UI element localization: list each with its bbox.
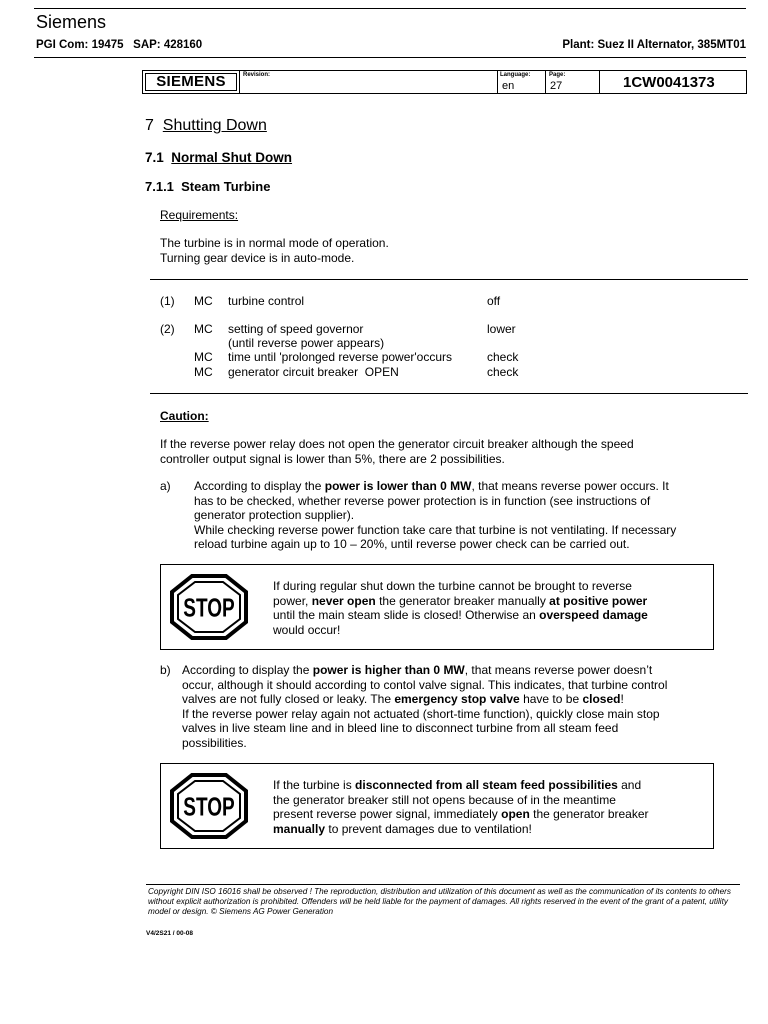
text-line: occur, although it should according to contol valve signal. This indicates, that turbine control	[182, 677, 668, 692]
text-line: has to be checked, whether reverse power protection is in function (see instructions of	[194, 493, 651, 508]
text-line: the generator breaker still not opens because of in the meantime	[273, 792, 616, 807]
step-action: (until reverse power appears)	[228, 336, 385, 350]
company-name: Siemens	[36, 12, 107, 32]
item-a-label: a)	[160, 479, 171, 493]
item-b-text	[182, 663, 747, 750]
bold-run: never open	[311, 593, 376, 608]
steps-top-rule	[150, 279, 748, 280]
step-value: check	[487, 350, 519, 364]
step-action: time until 'prolonged reverse power'occurs	[228, 350, 453, 364]
subsection-heading	[145, 150, 292, 165]
top-rule	[34, 8, 746, 9]
bold-run: overspeed damage	[539, 608, 648, 622]
stop-sign-icon	[166, 572, 252, 642]
caution-intro-line: controller output signal is lower than 5%, there are 2 possibilities.	[160, 451, 505, 466]
text-run: until the main steam slide is closed! Otherwise an	[273, 608, 540, 622]
footer-rule	[146, 884, 740, 885]
item-b-label: b)	[160, 663, 171, 677]
text-run: to prevent damages due to ventilation!	[325, 821, 532, 836]
text-run: , that means reverse power doesn’t	[464, 663, 653, 677]
text-run: and	[617, 778, 642, 792]
step-tag: MC	[194, 294, 213, 308]
siemens-logo: SIEMENS	[145, 73, 237, 91]
bold-run: at positive power	[549, 593, 648, 608]
text-run: have to be	[519, 692, 583, 706]
text-line: reload turbine again up to 10 – 20%, until reverse power check can be carried out.	[194, 537, 630, 551]
text-line: valves in live steam line and in bleed line to disconnect turbine from all steam feed	[182, 721, 619, 735]
step-number: (2)	[160, 322, 175, 336]
header-rule	[34, 57, 746, 58]
stop-sign-text: STOP	[183, 792, 235, 822]
plant-line: Plant: Suez II Alternator, 385MT01	[562, 39, 746, 51]
step-action: generator circuit breaker OPEN	[228, 365, 399, 379]
text-run: !	[620, 692, 624, 706]
language-cell	[498, 71, 546, 93]
caution-intro	[160, 437, 740, 466]
bold-run: power is lower than 0 MW	[324, 479, 472, 493]
text-line: would occur!	[273, 622, 341, 637]
bold-run: closed	[582, 692, 621, 706]
logo-cell	[143, 71, 240, 93]
step-tag: MC	[194, 350, 213, 364]
text-line: generator protection supplier).	[194, 508, 355, 522]
bold-run: open	[501, 807, 530, 821]
text-run: , that means reverse power occurs. It	[471, 479, 669, 493]
section-heading	[145, 117, 267, 135]
requirements-label: Requirements:	[160, 208, 239, 222]
warning-text-2	[273, 778, 703, 836]
page-value: 27	[550, 80, 563, 92]
warning-box-2	[160, 763, 714, 849]
page-label: Page:	[549, 72, 566, 78]
requirements-text	[160, 236, 389, 265]
step-action: turbine control	[228, 294, 305, 308]
text-line: possibilities.	[182, 735, 247, 750]
bold-run: power is higher than 0 MW	[312, 663, 465, 677]
step-value: check	[487, 365, 519, 379]
step-value: lower	[487, 322, 516, 336]
copyright-notice: Copyright DIN ISO 16016 shall be observed ! The reproduction, distribution and utilization of this document as well as the communication of its contents to others without explicit authorization is prohibited. Offenders will be held liable for the payment of damages. All rights reserved in the event of the grant of a patent, utility model or design. © Siemens AG Power Generation	[148, 887, 731, 916]
pgi-sap-line: PGI Com: 19475 SAP: 428160	[36, 39, 203, 51]
text-run: the generator breaker manually	[375, 593, 550, 608]
warning-text-1	[273, 579, 703, 637]
subsection-number: 7.1	[145, 150, 164, 165]
text-run: valves are not fully closed or leaky. The	[182, 692, 395, 706]
text-run: According to display the	[182, 663, 313, 677]
caution-intro-line: If the reverse power relay does not open the generator circuit breaker although the speed	[160, 437, 634, 451]
text-line: If during regular shut down the turbine cannot be brought to reverse	[273, 579, 632, 593]
bold-run: manually	[273, 821, 326, 836]
section-title: Shutting Down	[162, 117, 267, 134]
caution-label: Caution:	[160, 409, 209, 423]
step-value: off	[487, 294, 501, 308]
subsection-title: Normal Shut Down	[171, 150, 293, 165]
subsubsection-heading: 7.1.1 Steam Turbine	[145, 179, 271, 194]
text-line: If the reverse power relay again not actuated (short-time function), quickly close main stop	[182, 706, 660, 721]
text-run: the generator breaker	[529, 807, 649, 821]
text-run: power,	[273, 593, 312, 608]
stop-sign-icon	[166, 771, 252, 841]
version-code: V4/2S21 / 00-08	[146, 930, 193, 937]
item-a-text	[194, 479, 749, 552]
language-value: en	[502, 80, 515, 92]
requirement-line: Turning gear device is in auto-mode.	[160, 250, 355, 265]
language-label: Language:	[500, 72, 531, 78]
requirement-line: The turbine is in normal mode of operation.	[160, 236, 389, 250]
bold-run: disconnected from all steam feed possibilities	[355, 778, 618, 792]
step-action: setting of speed governor	[228, 322, 364, 336]
document-header-block	[142, 70, 747, 94]
text-run: present reverse power signal, immediately	[273, 807, 502, 821]
step-tag: MC	[194, 365, 213, 379]
page-cell	[546, 71, 600, 93]
steps-bottom-rule	[150, 393, 748, 394]
revision-label: Revision:	[243, 72, 271, 78]
document-number: 1CW0041373	[623, 74, 715, 91]
bold-run: emergency stop valve	[394, 692, 520, 706]
text-run: According to display the	[194, 479, 325, 493]
warning-box-1	[160, 564, 714, 650]
step-tag: MC	[194, 322, 213, 336]
step-number: (1)	[160, 294, 175, 308]
stop-sign-text: STOP	[183, 593, 235, 623]
section-number: 7	[145, 117, 154, 134]
revision-cell	[240, 71, 498, 93]
text-run: If the turbine is	[273, 778, 356, 792]
text-line: While checking reverse power function take care that turbine is not ventilating. If necessary	[194, 522, 677, 537]
